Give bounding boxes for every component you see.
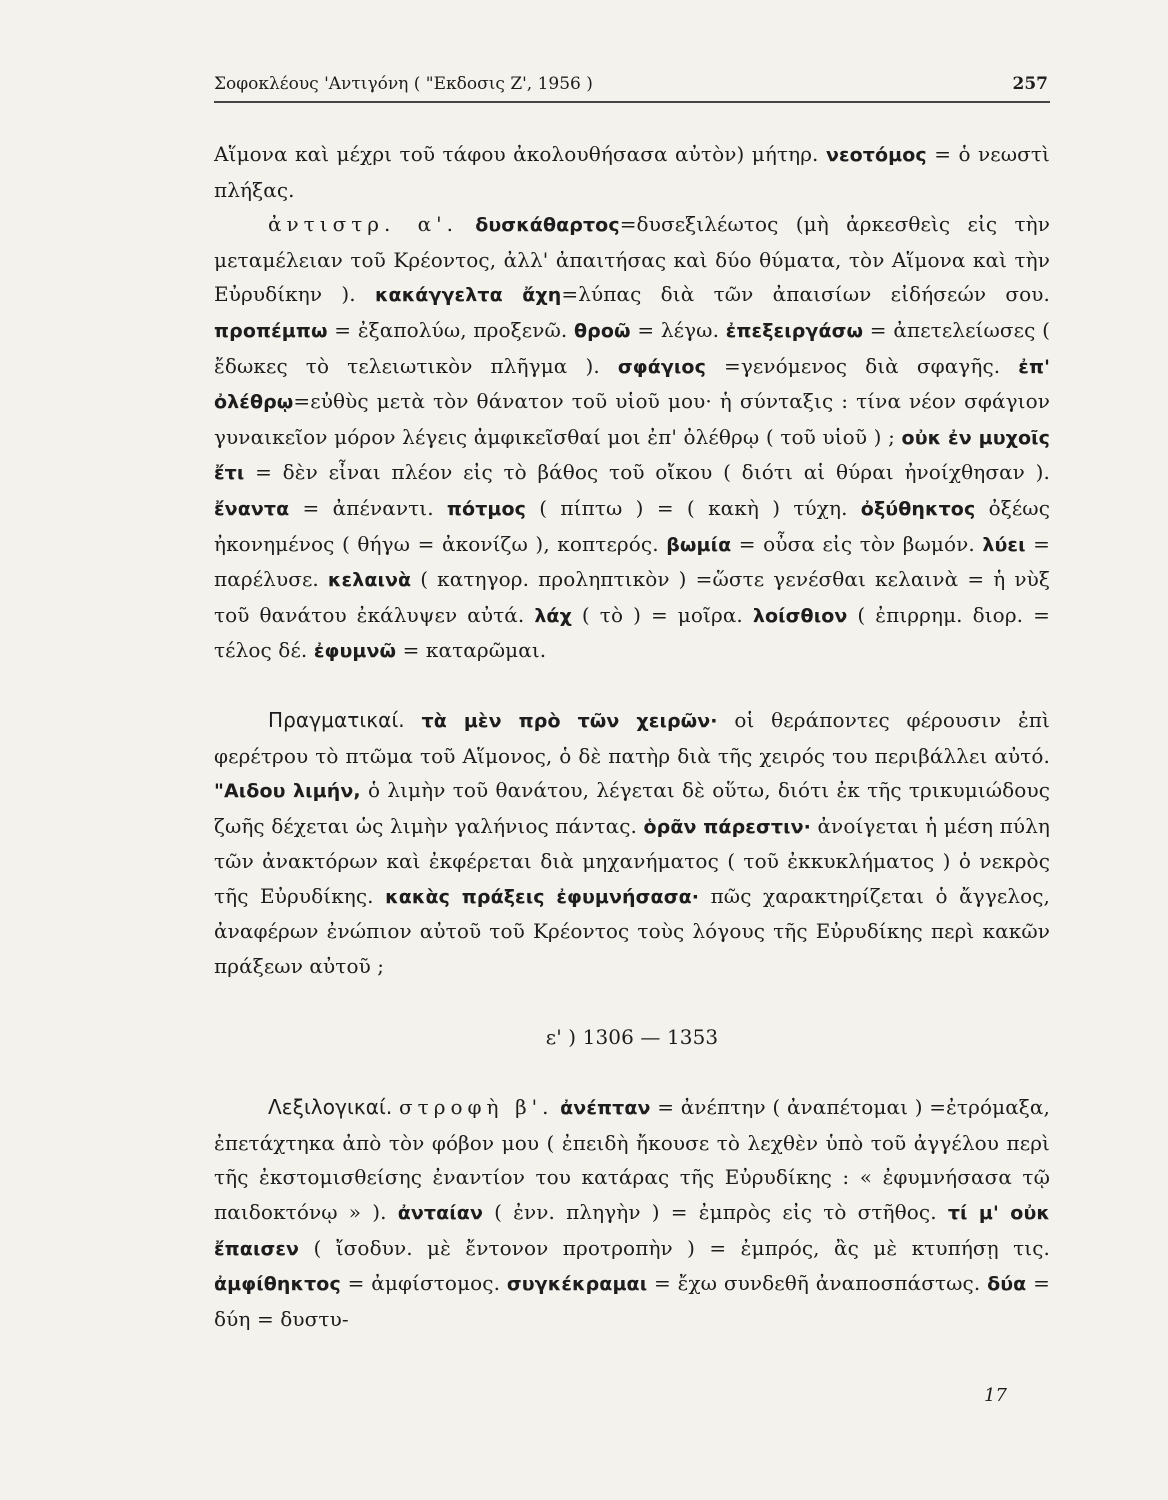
lemma: ἐφυμνῶ (313, 640, 397, 663)
section-marker: ἀντιστρ. α'. (268, 212, 458, 237)
lemma: προπέμπω (214, 319, 328, 342)
lemma: ἀμφίθηκτος (214, 1273, 341, 1296)
text-run: = καταρῶμαι. (396, 638, 547, 663)
lemma: συγκέκραμαι (506, 1273, 648, 1296)
lemma: πότμος (446, 497, 527, 520)
text-run: =γενόμενος διὰ σφαγῆς. (705, 353, 1019, 378)
paragraph-pragmatikai (214, 703, 1050, 984)
text-run: = ἐξαπολύω, προξενῶ. (327, 317, 575, 342)
lemma: τί μ' οὐκ ἔπαισεν (214, 1202, 1050, 1260)
lemma: λύει (982, 533, 1026, 556)
text-run: = ὁ νεωστὶ πλήξας. (214, 142, 1050, 202)
page-body (214, 137, 1050, 1336)
text-run: Αἵμονα καὶ μέχρι τοῦ τάφου ἀκολουθήσασα αὐτὸν) μήτηρ. (214, 142, 826, 166)
text-run: = ἀπέναντι. (289, 495, 447, 520)
text-run: =εὐθὺς μετὰ τὸν θάνατον τοῦ υἱοῦ μου· ἡ σύνταξις : τίνα νέον σφάγιον γυναικεῖον μόρον λέγεις ἀμφικεῖσθαί μοι ἐπ' ὀλέθρῳ ( τοῦ υἱοῦ ) ; (214, 389, 1050, 449)
lemma: ὁρᾶν πάρεστιν· (643, 815, 811, 838)
section-heading: ε' ) 1306 — 1353 (545, 1024, 719, 1049)
paragraph-gap (214, 984, 1050, 1020)
text-run: πῶς χαρακτηρίζεται ὁ ἄγγελος, ἀναφέρων ἐνώπιον αὐτοῦ τοῦ Κρέοντος τοὺς λόγους τῆς Εὐρυδίκης περὶ κακῶν πράξεων αὐτοῦ ; (214, 883, 1051, 979)
text-run: ὀξέως ἠκονημένος ( θήγω = ἀκονίζω ), κοπτερός. (214, 495, 1051, 556)
text-run: οἱ θεράποντες φέρουσιν ἐπὶ φερέτρου τὸ πτῶμα τοῦ Αἵμονος, ὁ δὲ πατὴρ διὰ τῆς χειρός του περιβάλλει αὐτό. (214, 707, 1050, 768)
lemma: ἔναντα (214, 497, 290, 520)
text-run: ( τὸ ) = μοῖρα. (571, 602, 753, 627)
text-run: ( κατηγορ. προληπτικὸν ) =ὥστε γενέσθαι κελαινὰ = ἡ νὺξ τοῦ θανάτου ἐκάλυψεν αὐτά. (214, 567, 1050, 627)
lemma: δυσκάθαρτος (475, 214, 620, 237)
text-run: ( ἐνν. πληγὴν ) = ἐμπρὸς εἰς τὸ στῆθος. (483, 1200, 948, 1225)
lemma: νεοτόμος (825, 144, 927, 166)
text-run: = οὖσα εἰς τὸν βωμόν. (731, 531, 983, 556)
text-run: = ἔχω συνδεθῆ ἀναποσπάστως. (647, 1271, 988, 1296)
lemma: ἀνέπταν (560, 1097, 651, 1120)
text-run: ὁ λιμὴν τοῦ θανάτου, λέγεται δὲ οὕτω, διότι ἐκ τῆς τρικυμιώδους ζωῆς δέχεται ὡς λιμὴν γαλήνιος πάντας. (214, 778, 1050, 838)
text-run: = λέγω. (630, 317, 726, 342)
paragraph-antistrophe (214, 207, 1050, 669)
signature-folio: 17 (984, 1385, 1007, 1406)
paragraph-lexilogikai (214, 1090, 1050, 1336)
text-run: = παρέλυσε. (214, 531, 1050, 592)
page-number: 257 (1012, 74, 1048, 94)
lemma: ἐπ' ὀλέθρῳ (214, 355, 1050, 414)
lemma: τὰ μὲν πρὸ τῶν χειρῶν· (421, 709, 718, 732)
lemma: λάχ (534, 604, 572, 627)
text-run: = ἀμφίστομος. (340, 1271, 507, 1296)
lemma: οὐκ ἐν μυχοῖς ἔτι (214, 426, 1050, 485)
lemma: ἐπεξειργάσω (725, 319, 864, 342)
lemma: θροῶ (574, 319, 631, 342)
section-label: Λεξιλογικαί. (268, 1095, 393, 1120)
lemma: κακὰς πράξεις ἐφυμνήσασα· (385, 885, 700, 908)
text-run: = ἀνέπτην ( ἀναπέτομαι ) =ἐτρόμαξα, ἐπετάχτηκα ἀπὸ τὸν φόβον μου ( ἐπειδὴ ἤκουσε τὸ λεχθὲν ὑπὸ τοῦ ἀγγέλου περὶ τῆς ἐκστομισθείσης ἐναντίον του κατάρας τῆς Εὐρυδίκης : « ἐφυμνήσασα τῷ παιδοκτόνῳ » ). (214, 1095, 1050, 1225)
text-run: = ἀπετελείωσες ( ἔδωκες τὸ τελειωτικὸν πλῆγμα ). (214, 317, 1050, 378)
text-run: ἀνοίγεται ἡ μέση πύλη τῶν ἀνακτόρων καὶ ἐκφέρεται διὰ μηχανήματος ( τοῦ ἐκκυκλήματος ) ὁ νεκρὸς τῆς Εὐρυδίκης. (214, 813, 1050, 908)
text-run: ( ἴσοδυν. μὲ ἔντονον προτροπὴν ) = ἐμπρός, ἂς μὲ κτυπήσῃ τις. (299, 1235, 1050, 1260)
lemma: δύα (987, 1273, 1027, 1296)
section-label: Πραγματικαί. (268, 707, 405, 732)
header-rule (214, 101, 1050, 103)
lemma: βωμία (666, 533, 732, 556)
paragraph-gap (214, 669, 1050, 703)
lemma: λοίσθιον (752, 604, 848, 627)
text-run: ( ἐπιρρημ. διορ. = τέλος δέ. (214, 602, 1050, 663)
lemma: κακάγγελτα ἄχη (374, 284, 562, 307)
paragraph-gap (214, 1054, 1050, 1090)
text-run: =λύπας διὰ τῶν ἀπαισίων εἰδήσεών σου. (561, 282, 1051, 307)
text-run: =δυσεξιλέωτος (μὴ ἀρκεσθεὶς εἰς τὴν μεταμέλειαν τοῦ Κρέοντος, ἀλλ' ἀπαιτήσας καὶ δύο θύματα, τὸν Αἵμονα καὶ τὴν Εὐρυδίκην ). (214, 212, 1050, 307)
paragraph-continuation (214, 137, 1050, 207)
lemma: σφάγιος (617, 355, 706, 378)
lemma: "Αιδου λιμήν, (214, 780, 361, 803)
lemma: ἀνταίαν (397, 1202, 484, 1225)
lemma: κελαινὰ (327, 569, 412, 592)
text-run: ( πίπτω ) = ( κακὴ ) τύχη. (526, 495, 861, 520)
section-marker: στροφὴ β'. (399, 1095, 554, 1120)
text-run: = δύη = δυστυ- (214, 1271, 1050, 1331)
text-run: = δὲν εἶναι πλέον εἰς τὸ βάθος τοῦ οἴκου ( διότι αἱ θύραι ἠνοίχθησαν ). (244, 460, 1050, 485)
running-title: Σοφοκλέους 'Αντιγόνη ( "Εκδοσις Ζ', 1956 ) (214, 74, 593, 94)
lemma: ὀξύθηκτος (860, 497, 976, 520)
